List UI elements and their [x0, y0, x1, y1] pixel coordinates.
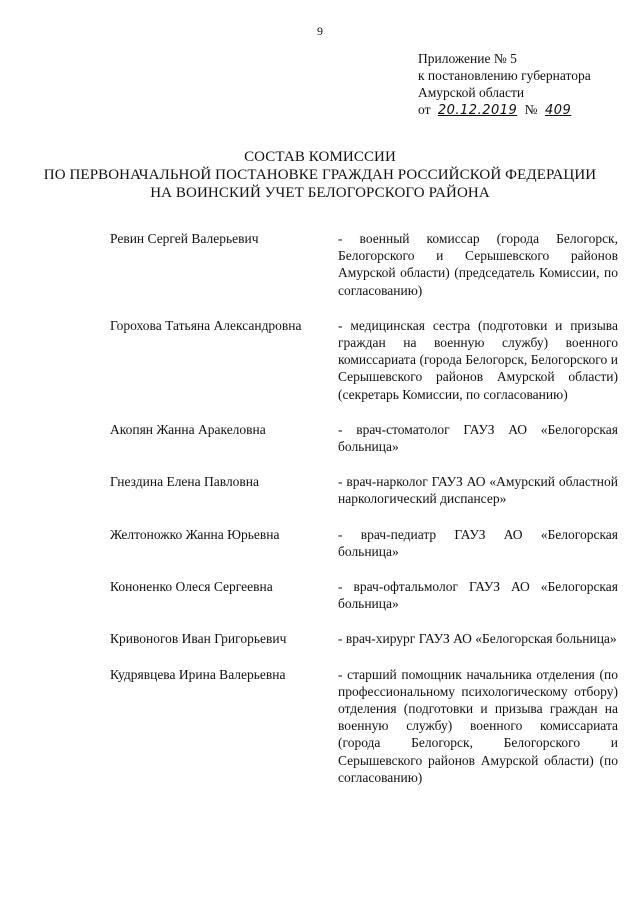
members-list	[110, 230, 618, 804]
title-line-2: ПО ПЕРВОНАЧАЛЬНОЙ ПОСТАНОВКЕ ГРАЖДАН РОССИЙСКОЙ ФЕДЕРАЦИИ	[43, 167, 597, 183]
appendix-line-3: Амурской области	[418, 85, 525, 100]
member-name: Желтоножко Жанна Юрьевна	[110, 526, 280, 542]
appendix-line-2: к постановлению губернатора	[418, 68, 591, 83]
member-name: Ревин Сергей Валерьевич	[110, 231, 259, 246]
document-title	[0, 148, 640, 202]
appendix-line-1: Приложение № 5	[418, 51, 517, 66]
date-prefix: от	[418, 102, 431, 117]
number-value: 409	[544, 103, 572, 118]
member-row	[110, 630, 618, 647]
member-row	[110, 230, 618, 299]
member-row	[110, 421, 618, 455]
member-role: - медицинская сестра (подготовки и призыва граждан на военную службу) военного комиссариата (города Белогорск, Белогорского и Серышевского районов Амурской области) (секретарь Комиссии, по согласованию)	[338, 317, 618, 402]
appendix-block	[418, 50, 591, 119]
member-name: Акопян Жанна Аракеловна	[110, 421, 266, 437]
title-line-1: СОСТАВ КОМИССИИ	[244, 149, 396, 165]
title-line-3: НА ВОИНСКИЙ УЧЕТ БЕЛОГОРСКОГО РАЙОНА	[150, 185, 490, 201]
member-row	[110, 473, 618, 507]
number-prefix: №	[524, 102, 538, 117]
member-role: - старший помощник начальника отделения (по профессиональному психологическому отбору) отделения (подготовки и призыва граждан на военную службу) военного комиссариата (города Белогорск, Белогорского и Серышевского районов Амурской области) (по согласованию)	[338, 666, 618, 785]
member-role: - врач-офтальмолог ГАУЗ АО «Белогорская больница»	[338, 579, 618, 612]
member-role: - врач-педиатр ГАУЗ АО «Белогорская больница»	[338, 526, 618, 559]
member-row	[110, 578, 618, 612]
member-role: - врач-стоматолог ГАУЗ АО «Белогорская больница»	[338, 421, 618, 455]
member-role: - врач-хирург ГАУЗ АО «Белогорская больница»	[338, 631, 617, 647]
member-name: Кривоногов Иван Григорьевич	[110, 631, 287, 647]
member-row	[110, 317, 618, 403]
member-name: Кудрявцева Ирина Валерьевна	[110, 666, 286, 682]
date-value: 20.12.2019	[437, 103, 518, 118]
member-row	[110, 666, 618, 786]
member-role: - врач-нарколог ГАУЗ АО «Амурский областной наркологический диспансер»	[338, 474, 618, 507]
member-name: Кононенко Олеся Сергеевна	[110, 579, 273, 595]
member-row	[110, 526, 618, 560]
appendix-date-line	[418, 101, 591, 119]
member-name: Гнездина Елена Павловна	[110, 474, 260, 490]
page-number: 9	[317, 24, 323, 38]
member-name: Горохова Татьяна Александровна	[110, 317, 302, 333]
member-role: - военный комиссар (города Белогорск, Белогорского и Серышевского районов Амурской области) (председатель Комиссии, по согласованию)	[338, 231, 618, 298]
